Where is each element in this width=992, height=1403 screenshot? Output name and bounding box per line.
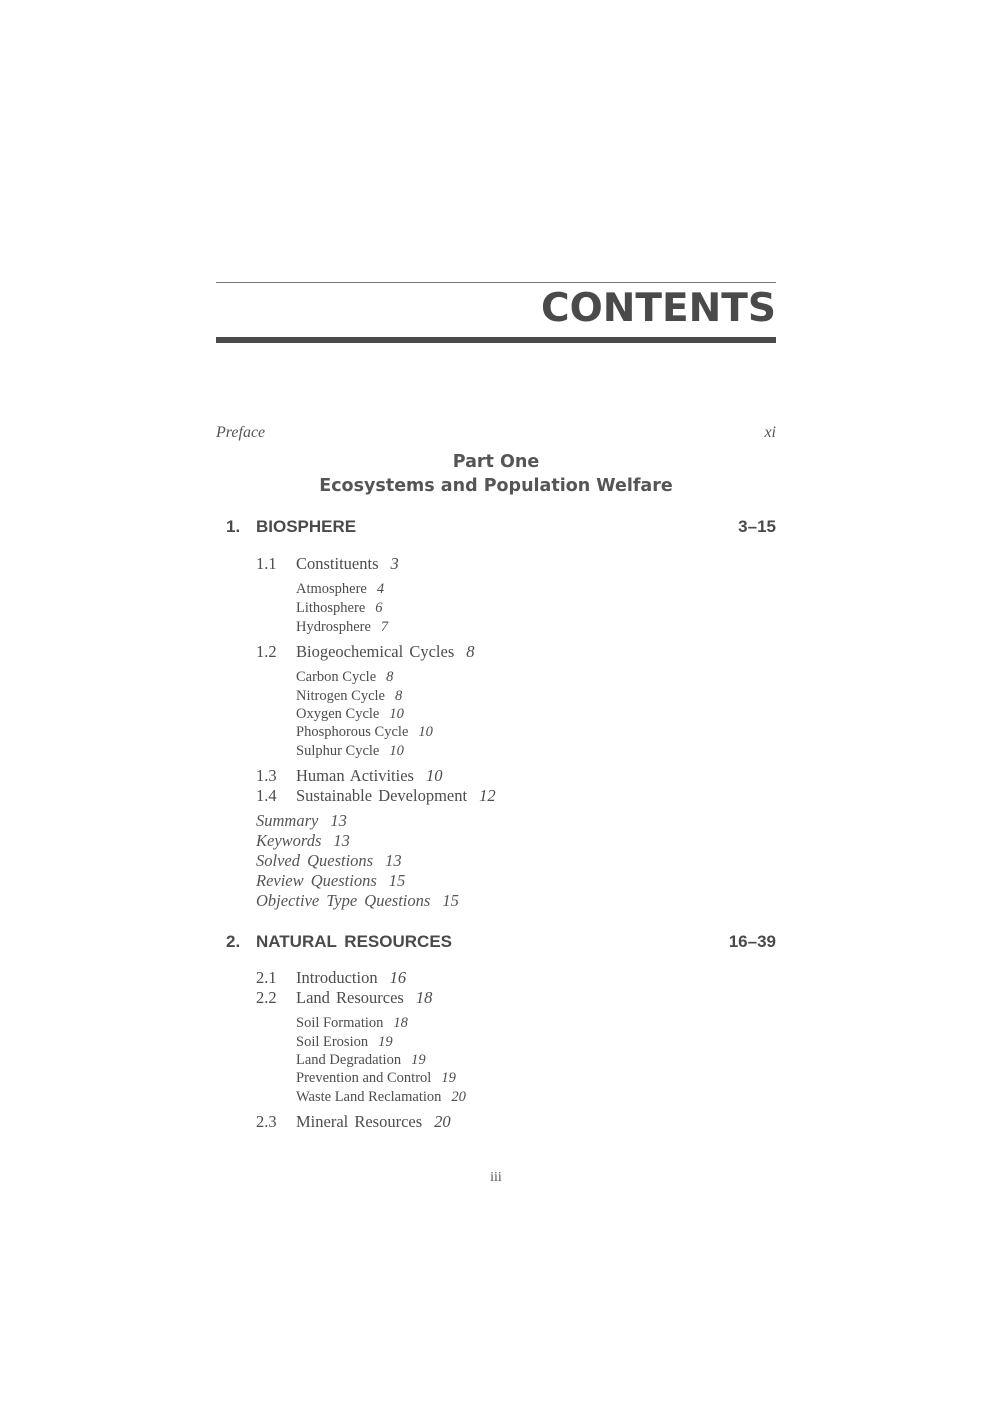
- subsection-entry[interactable]: [296, 706, 404, 723]
- subsection-entry[interactable]: [296, 743, 404, 760]
- subsection-page-number: 19: [378, 1034, 393, 1050]
- subsection-title: Nitrogen Cycle: [296, 688, 385, 704]
- preface-entry[interactable]: Preface: [216, 424, 266, 441]
- section-title: Land Resources: [296, 988, 404, 1007]
- section-page-number: 8: [466, 642, 475, 661]
- subsection-entry[interactable]: [296, 600, 383, 617]
- subsection-entry[interactable]: [296, 724, 433, 741]
- section-title: Sustainable Development: [296, 786, 468, 805]
- end-matter-page-number: 13: [333, 831, 350, 850]
- section-page-number: 18: [415, 988, 433, 1007]
- end-matter-entry[interactable]: [256, 851, 402, 871]
- page-title: CONTENTS: [541, 286, 776, 331]
- section-title: Human Activities: [296, 766, 414, 785]
- subsection-title: Lithosphere: [296, 600, 366, 616]
- subsection-title: Carbon Cycle: [296, 669, 377, 685]
- section-entry[interactable]: [296, 766, 442, 786]
- section-entry[interactable]: [296, 988, 432, 1008]
- end-matter-entry[interactable]: [256, 871, 405, 891]
- end-matter-page-number: 13: [330, 811, 347, 830]
- subsection-page-number: 18: [393, 1015, 408, 1031]
- chapter-number: 2.: [226, 932, 241, 951]
- chapter-title[interactable]: NATURAL RESOURCES: [256, 932, 452, 951]
- subsection-title: Waste Land Reclamation: [296, 1089, 442, 1105]
- subsection-page-number: 19: [411, 1052, 426, 1068]
- section-entry[interactable]: [296, 786, 496, 806]
- subsection-page-number: 20: [451, 1089, 466, 1105]
- end-matter-title: Solved Questions: [256, 851, 374, 870]
- subsection-title: Phosphorous Cycle: [296, 724, 409, 740]
- subsection-entry[interactable]: [296, 581, 384, 598]
- section-page-number: 3: [390, 554, 399, 573]
- chapter-title[interactable]: BIOSPHERE: [256, 517, 357, 536]
- section-number: 2.3: [256, 1112, 277, 1131]
- end-matter-page-number: 15: [442, 891, 459, 910]
- subsection-title: Land Degradation: [296, 1052, 402, 1068]
- subsection-entry[interactable]: [296, 669, 393, 686]
- end-matter-title: Summary: [256, 811, 319, 830]
- end-matter-entry[interactable]: [256, 891, 459, 911]
- section-number: 2.2: [256, 988, 277, 1007]
- end-matter-page-number: 13: [385, 851, 402, 870]
- subsection-page-number: 6: [375, 600, 383, 616]
- subsection-title: Prevention and Control: [296, 1070, 432, 1086]
- part-label: Part One: [452, 452, 540, 472]
- title-underline: [216, 337, 776, 343]
- end-matter-title: Objective Type Questions: [256, 891, 431, 910]
- subsection-page-number: 10: [389, 706, 404, 722]
- section-page-number: 16: [389, 968, 407, 987]
- section-page-number: 20: [434, 1112, 451, 1131]
- part-subtitle: Ecosystems and Population Welfare: [319, 476, 673, 496]
- section-entry[interactable]: [296, 968, 406, 988]
- preface-page-number: xi: [764, 424, 776, 441]
- subsection-title: Atmosphere: [296, 581, 367, 597]
- subsection-entry[interactable]: [296, 1052, 426, 1069]
- subsection-page-number: 4: [376, 581, 385, 597]
- subsection-page-number: 8: [395, 688, 403, 704]
- end-matter-title: Keywords: [256, 831, 322, 850]
- end-matter-title: Review Questions: [256, 871, 377, 890]
- section-number: 1.1: [256, 554, 277, 573]
- section-page-number: 10: [425, 766, 443, 785]
- section-number: 2.1: [256, 968, 277, 987]
- section-title: Mineral Resources: [296, 1112, 423, 1131]
- section-page-number: 12: [479, 786, 496, 805]
- subsection-page-number: 10: [418, 724, 433, 740]
- subsection-page-number: 7: [380, 619, 389, 635]
- subsection-page-number: 8: [386, 669, 394, 685]
- page-folio: iii: [490, 1170, 502, 1185]
- subsection-entry[interactable]: [296, 1089, 466, 1106]
- subsection-title: Sulphur Cycle: [296, 743, 380, 759]
- chapter-page-range: 16–39: [728, 932, 776, 951]
- section-entry[interactable]: [296, 554, 399, 574]
- top-rule: [216, 282, 776, 283]
- subsection-entry[interactable]: [296, 619, 388, 636]
- subsection-entry[interactable]: [296, 688, 402, 705]
- section-entry[interactable]: [296, 1112, 451, 1132]
- end-matter-entry[interactable]: [256, 811, 347, 831]
- section-entry[interactable]: [296, 642, 475, 662]
- end-matter-entry[interactable]: [256, 831, 350, 851]
- section-title: Introduction: [296, 968, 378, 987]
- subsection-title: Hydrosphere: [296, 619, 371, 635]
- section-number: 1.2: [256, 642, 277, 661]
- chapter-number: 1.: [226, 517, 241, 536]
- end-matter-page-number: 15: [388, 871, 406, 890]
- section-title: Biogeochemical Cycles: [296, 642, 455, 661]
- section-number: 1.4: [256, 786, 277, 805]
- section-number: 1.3: [256, 766, 277, 785]
- subsection-title: Soil Erosion: [296, 1034, 369, 1050]
- subsection-entry[interactable]: [296, 1034, 393, 1051]
- subsection-page-number: 10: [389, 743, 404, 759]
- subsection-title: Soil Formation: [296, 1015, 384, 1031]
- chapter-page-range: 3–15: [738, 517, 776, 536]
- section-title: Constituents: [296, 554, 379, 573]
- subsection-title: Oxygen Cycle: [296, 706, 380, 722]
- subsection-entry[interactable]: [296, 1015, 408, 1032]
- subsection-page-number: 19: [441, 1070, 456, 1086]
- subsection-entry[interactable]: [296, 1070, 456, 1087]
